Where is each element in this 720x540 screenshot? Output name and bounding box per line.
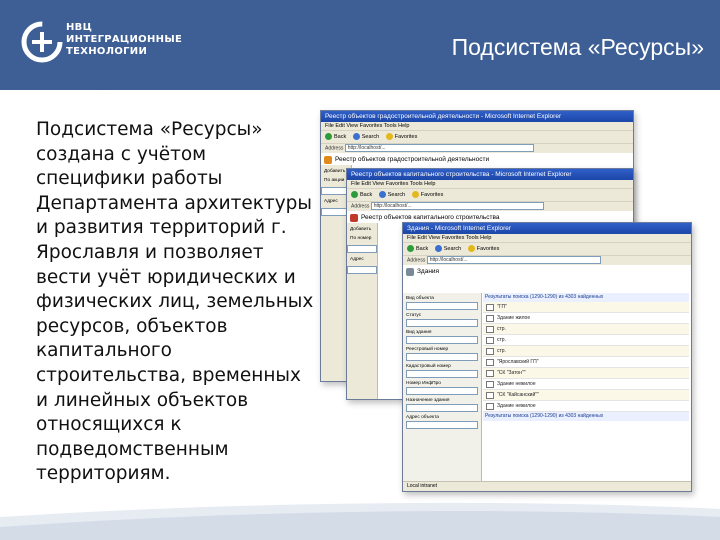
window-title: Здания - Microsoft Internet Explorer [403, 223, 691, 234]
side-input[interactable] [347, 266, 377, 274]
back-label: Back [334, 134, 347, 140]
filter-field [406, 330, 478, 344]
search-button[interactable] [353, 131, 379, 143]
filter-label: Реестровый номер [406, 347, 449, 352]
back-button[interactable] [325, 131, 346, 143]
document-icon [486, 370, 494, 377]
filter-field [406, 415, 478, 429]
document-icon [486, 315, 494, 322]
row-label: стр. [497, 348, 506, 354]
status-bar [403, 481, 691, 491]
logo-line-2: ИНТЕГРАЦИОННЫЕ [66, 34, 183, 45]
slide-header [0, 0, 720, 90]
document-icon [486, 392, 494, 399]
row-label: Здание жилое [497, 315, 531, 321]
page-icon [324, 156, 332, 164]
page-heading [321, 153, 633, 167]
status-text: Local intranet [407, 483, 438, 489]
results-header: Результаты поиска (1290-1290) из 4303 найденных [483, 293, 689, 302]
star-icon [386, 133, 393, 140]
side-item[interactable]: По акции [324, 178, 345, 183]
row-label: "СК "Кайсанский"" [497, 392, 539, 398]
address-bar [347, 201, 633, 211]
window-title: Реестр объектов градостроительной деятельности - Microsoft Internet Explorer [321, 111, 633, 122]
results-rows [483, 302, 689, 412]
side-input[interactable] [347, 245, 377, 253]
logo-line-1: НВЦ [66, 22, 93, 33]
filter-panel [403, 293, 482, 481]
search-label: Search [387, 192, 406, 198]
address-label: Address [351, 203, 370, 210]
filter-field [406, 381, 478, 395]
document-icon [486, 337, 494, 344]
filter-input[interactable] [406, 387, 478, 395]
search-label: Search [361, 134, 380, 140]
table-row[interactable] [483, 401, 689, 412]
back-icon [325, 133, 332, 140]
table-row[interactable] [483, 357, 689, 368]
favorites-label: Favorites [394, 134, 418, 140]
address-bar [321, 143, 633, 153]
side-item[interactable]: Адрес [350, 257, 364, 262]
row-label: "Ярославский ГП" [497, 359, 539, 365]
logo-text [66, 22, 182, 58]
filter-label: Номер ИнфПро [406, 381, 441, 386]
back-icon [351, 191, 358, 198]
star-icon [468, 245, 475, 252]
back-label: Back [360, 192, 373, 198]
filter-input[interactable] [406, 353, 478, 361]
side-item[interactable]: Добавить [324, 169, 346, 174]
back-label: Back [416, 246, 429, 252]
address-bar [403, 255, 691, 265]
document-icon [486, 359, 494, 366]
table-row[interactable] [483, 324, 689, 335]
screenshot-stack [320, 110, 700, 490]
filter-field [406, 313, 478, 327]
filter-input[interactable] [406, 404, 478, 412]
menu-bar[interactable]: File Edit View Favorites Tools Help [347, 180, 633, 188]
window-title: Реестр объектов капитального строительства - Microsoft Internet Explorer [347, 169, 633, 180]
side-item[interactable]: По номер [350, 236, 372, 241]
side-panel [347, 223, 378, 399]
favorites-button[interactable] [386, 131, 418, 143]
filter-label: Кадастровый номер [406, 364, 451, 369]
menu-bar[interactable]: File Edit View Favorites Tools Help [321, 122, 633, 130]
filter-input[interactable] [406, 336, 478, 344]
address-input[interactable]: http://localhost/... [427, 256, 601, 264]
search-button[interactable] [379, 189, 405, 201]
back-button[interactable] [351, 189, 372, 201]
content-area [403, 293, 691, 481]
page-heading-text: Реестр объектов капитального строительства [361, 214, 500, 221]
filter-input[interactable] [406, 421, 478, 429]
document-icon [486, 326, 494, 333]
address-input[interactable]: http://localhost/... [345, 144, 534, 152]
favorites-label: Favorites [476, 246, 500, 252]
logo-line-3: ТЕХНОЛОГИИ [66, 46, 148, 57]
toolbar [321, 130, 633, 143]
row-label: Здание нежилое [497, 381, 536, 387]
filter-label: Адрес объекта [406, 415, 439, 420]
filter-label: Назначение здания [406, 398, 450, 403]
page-heading-text: Реестр объектов градостроительной деятельности [335, 156, 490, 163]
filter-field [406, 364, 478, 378]
row-label: стр. [497, 337, 506, 343]
building-icon [406, 268, 414, 276]
results-list [483, 293, 689, 481]
row-label: "ГП" [497, 304, 507, 310]
address-label: Address [325, 145, 344, 152]
table-row[interactable] [483, 390, 689, 401]
page-heading-text: Здания [417, 268, 440, 275]
filter-label: Статус [406, 313, 422, 318]
favorites-button[interactable] [468, 243, 500, 255]
document-icon [486, 381, 494, 388]
toolbar [347, 188, 633, 201]
address-input[interactable]: http://localhost/... [371, 202, 544, 210]
document-icon [486, 403, 494, 410]
row-label: Здание нежилое [497, 403, 536, 409]
search-icon [379, 191, 386, 198]
search-button[interactable] [435, 243, 461, 255]
back-icon [407, 245, 414, 252]
filter-label: Вид здания [406, 330, 432, 335]
table-row[interactable] [483, 379, 689, 390]
table-row[interactable] [483, 313, 689, 324]
menu-bar[interactable]: File Edit View Favorites Tools Help [403, 234, 691, 242]
slide-title: Подсистема «Ресурсы» [451, 34, 704, 60]
table-row[interactable] [483, 346, 689, 357]
table-row[interactable] [483, 335, 689, 346]
document-icon [486, 304, 494, 311]
filter-field [406, 296, 478, 310]
table-row[interactable] [483, 368, 689, 379]
company-logo-icon [20, 20, 64, 64]
table-row[interactable] [483, 302, 689, 313]
row-label: стр. [497, 326, 506, 332]
filter-field [406, 347, 478, 361]
search-icon [435, 245, 442, 252]
side-item[interactable]: Добавить [350, 227, 372, 232]
page-heading [403, 265, 691, 279]
browser-window-3 [402, 222, 692, 492]
filter-field [406, 398, 478, 412]
star-icon [412, 191, 419, 198]
search-label: Search [443, 246, 462, 252]
filter-label: Вид объекта [406, 296, 434, 301]
document-icon [486, 348, 494, 355]
side-item[interactable]: Адрес [324, 199, 338, 204]
search-icon [353, 133, 360, 140]
back-button[interactable] [407, 243, 428, 255]
page-icon [350, 214, 358, 222]
filter-input[interactable] [406, 370, 478, 378]
favorites-label: Favorites [420, 192, 444, 198]
favorites-button[interactable] [412, 189, 444, 201]
results-footer: Результаты поиска (1290-1290) из 4303 найденных [483, 412, 689, 421]
filter-input[interactable] [406, 302, 478, 310]
toolbar [403, 242, 691, 255]
body-text: Подсистема «Ресурсы» создана с учётом специфики работы Департамента архитектуры и развития территорий г. Ярославля и позволяет вести учёт юридических и физических лиц, земельных ресурсов, объектов капитального строительства, временных и линейных объектов относящихся к подведомственным территориям. [36, 119, 314, 485]
footer-curve [0, 495, 720, 540]
row-label: "СК "Затон"" [497, 370, 526, 376]
filter-input[interactable] [406, 319, 478, 327]
address-label: Address [407, 257, 426, 264]
